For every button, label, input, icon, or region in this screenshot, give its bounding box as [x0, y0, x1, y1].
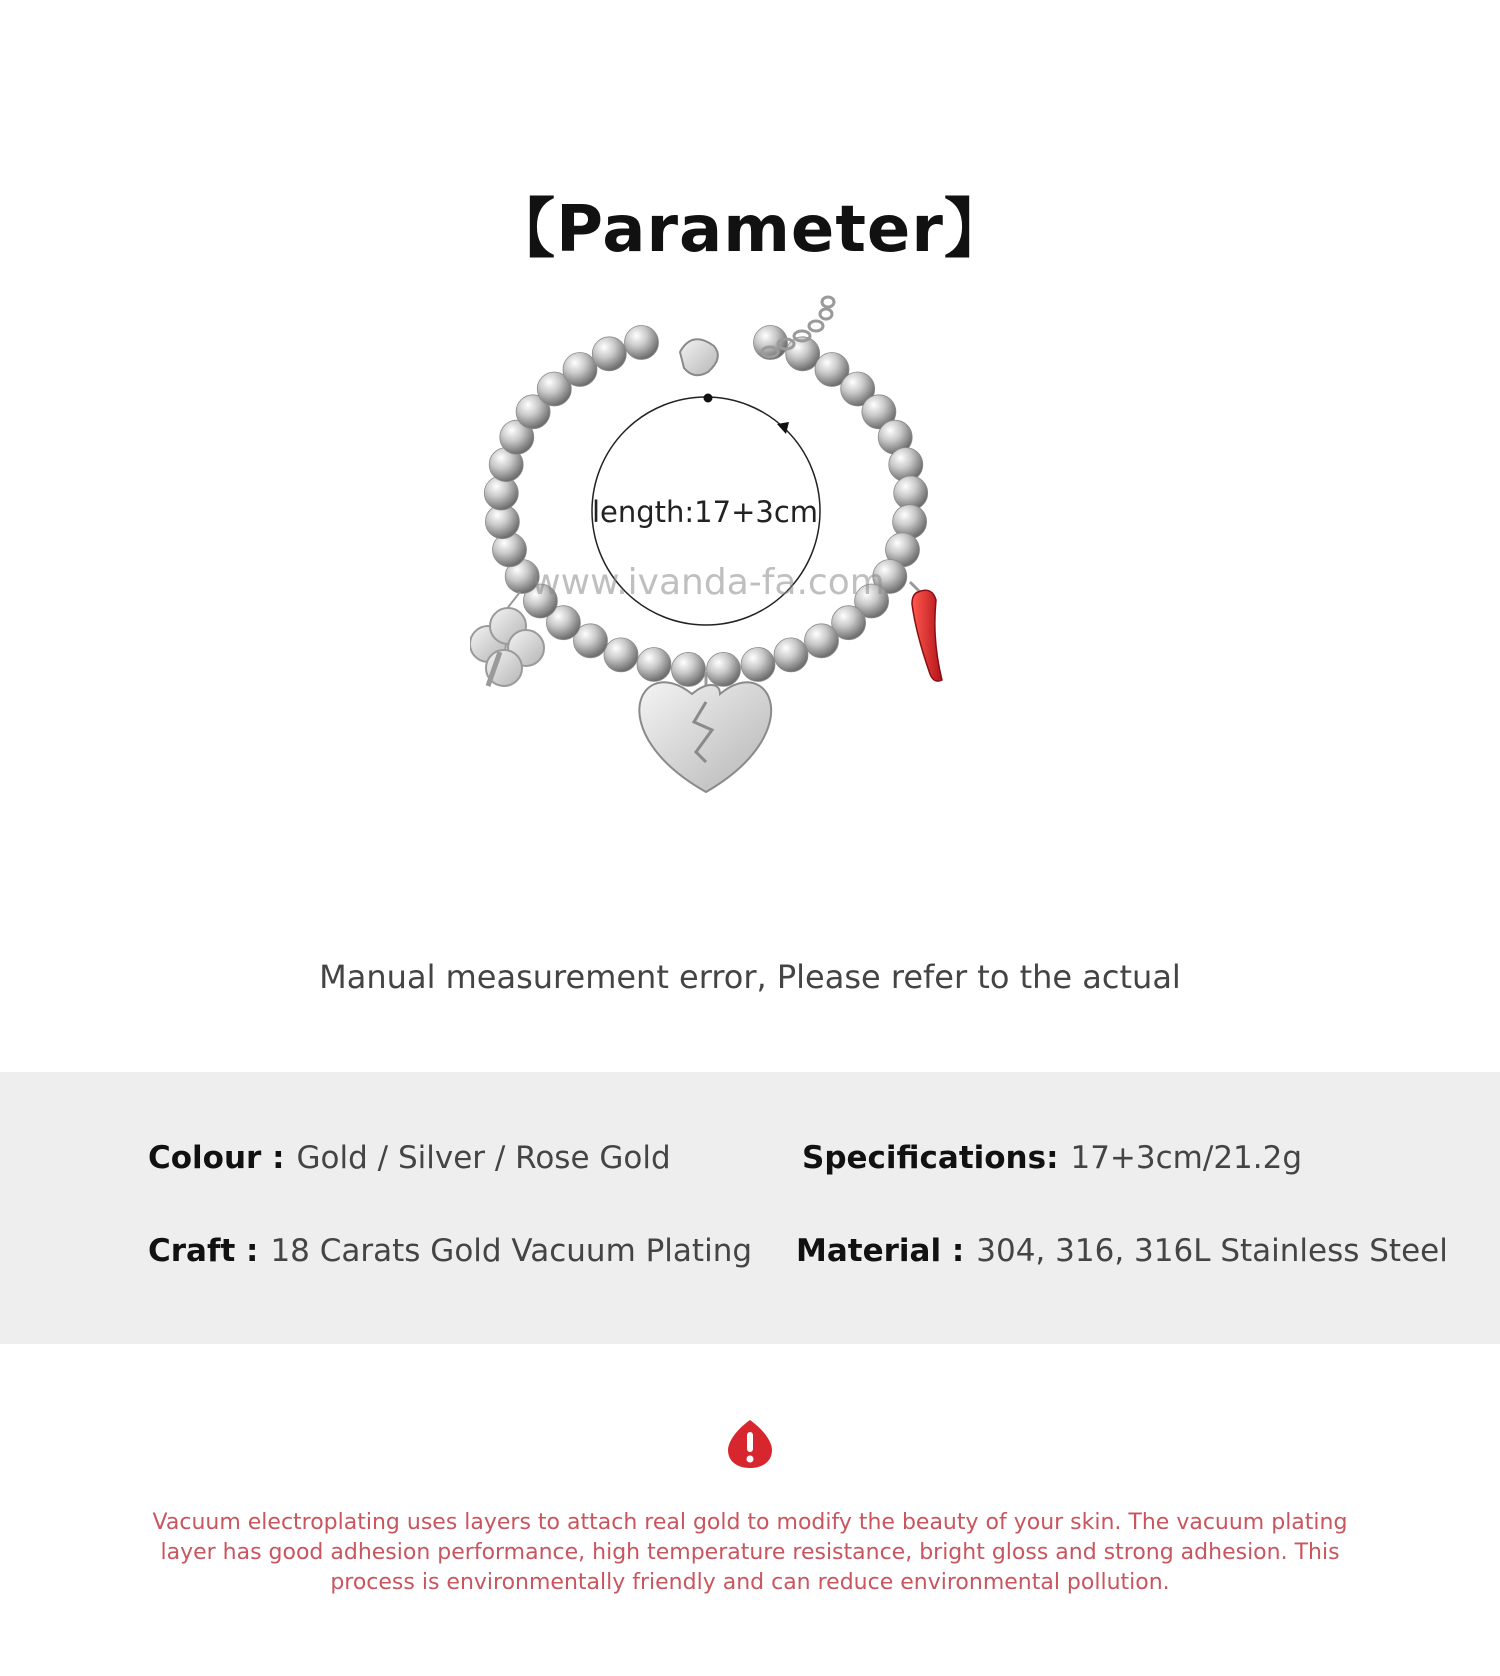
spec-material-value: 304, 316, 316L Stainless Steel [976, 1233, 1448, 1269]
bead [805, 624, 839, 658]
bracelet-image [470, 292, 1030, 852]
bead [754, 326, 788, 360]
page-title: 【Parameter】 [491, 193, 1009, 267]
measurement-note: Manual measurement error, Please refer to the actual [319, 958, 1181, 996]
spec-craft-value: 18 Carats Gold Vacuum Plating [270, 1233, 753, 1269]
spec-panel [0, 1072, 1500, 1344]
warning-icon [726, 1418, 774, 1470]
bead [672, 652, 706, 686]
spec-craft [148, 1233, 752, 1269]
spec-colour-label: Colour : [148, 1140, 285, 1176]
spec-specifications [802, 1140, 1302, 1176]
bead [563, 353, 597, 387]
bead [592, 337, 626, 371]
bead [625, 326, 659, 360]
bead [707, 652, 741, 686]
lobster-clasp [680, 339, 718, 375]
plating-disclaimer: Vacuum electroplating uses layers to attach real gold to modify the beauty of your skin. The vacuum plating layer has good adhesion performance, high temperature resistance, bright gloss and strong adhesion. This process is environmentally friendly and can reduce environmental pollution. [152, 1510, 1348, 1595]
bead [604, 638, 638, 672]
measurement-arrow [777, 422, 789, 434]
spec-craft-label: Craft : [148, 1233, 259, 1269]
bead [774, 638, 808, 672]
bead [637, 648, 671, 682]
watermark: www.ivanda-fa.com [531, 562, 885, 603]
pepper-charm [910, 582, 942, 681]
spec-colour-value: Gold / Silver / Rose Gold [296, 1140, 671, 1176]
measurement-label: length:17+3cm [591, 495, 819, 529]
measurement-start-dot [704, 394, 713, 403]
spec-material-label: Material : [796, 1233, 965, 1269]
bead [741, 648, 775, 682]
spec-specifications-label: Specifications: [802, 1140, 1059, 1176]
spec-colour [148, 1140, 671, 1176]
spec-material [796, 1233, 1448, 1269]
heart-charm [639, 672, 771, 792]
spec-specifications-value: 17+3cm/21.2g [1070, 1140, 1303, 1176]
